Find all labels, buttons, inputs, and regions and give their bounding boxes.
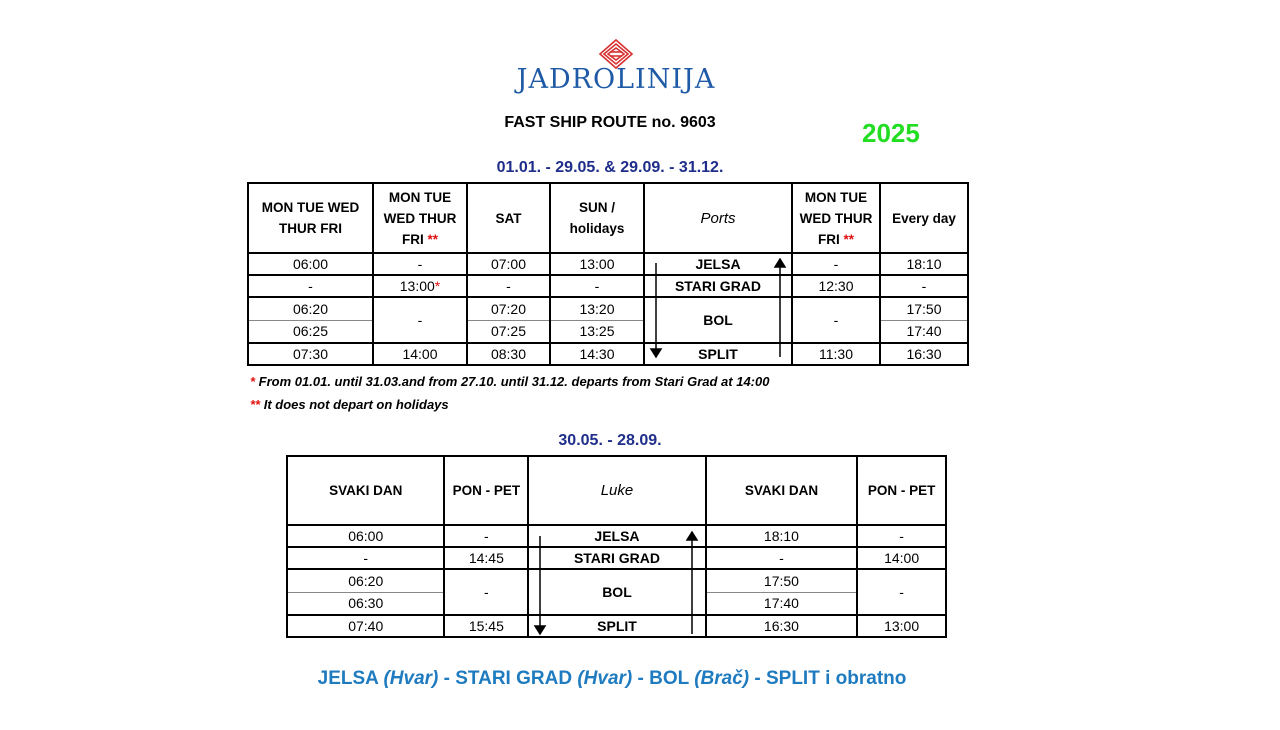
table-row xyxy=(287,615,946,637)
route-summary: JELSA (Hvar) - STARI GRAD (Hvar) - BOL (Brač) - SPLIT i obratno xyxy=(317,668,907,689)
table-row xyxy=(248,275,968,297)
time-cell: 07:40 xyxy=(287,615,444,637)
timetable-2 xyxy=(286,455,947,638)
time-cell: - xyxy=(287,547,444,569)
time-cell: 06:25 xyxy=(248,320,373,343)
time-cell: - xyxy=(373,253,467,275)
table-row xyxy=(287,569,946,592)
port-bol: BOL xyxy=(644,297,792,343)
jadrolinija-logo xyxy=(506,38,726,98)
header-pon-pet-return: PON - PET xyxy=(857,456,946,525)
time-cell: 16:30 xyxy=(880,343,968,365)
time-cell: 14:30 xyxy=(550,343,644,365)
header-ports: Ports xyxy=(644,183,792,253)
port-jelsa: JELSA xyxy=(528,525,705,547)
header-mon-fri: MON TUE WED THUR FRI xyxy=(248,183,373,253)
logo-text: JADROLINIJA xyxy=(516,64,716,95)
header-svaki-dan-return: SVAKI DAN xyxy=(706,456,858,525)
route-title: FAST SHIP ROUTE no. 9603 xyxy=(504,114,716,131)
port-stari-grad: STARI GRAD xyxy=(528,547,705,569)
time-cell: 14:45 xyxy=(444,547,528,569)
time-cell: 13:00* xyxy=(373,275,467,297)
time-cell: 17:40 xyxy=(706,592,858,615)
time-cell: - xyxy=(706,547,858,569)
time-cell: - xyxy=(792,253,880,275)
period-label-1: 01.01. - 29.05. & 29.09. - 31.12. xyxy=(496,159,724,176)
port-split: SPLIT xyxy=(644,343,792,365)
time-cell: 06:20 xyxy=(287,569,444,592)
time-cell: - xyxy=(857,525,946,547)
port-stari-grad: STARI GRAD xyxy=(644,275,792,297)
time-cell: 18:10 xyxy=(880,253,968,275)
time-cell: 11:30 xyxy=(792,343,880,365)
time-cell: 17:50 xyxy=(706,569,858,592)
time-cell: - xyxy=(857,569,946,615)
time-cell: 17:40 xyxy=(880,320,968,343)
time-cell: 06:20 xyxy=(248,297,373,320)
time-cell: 07:00 xyxy=(467,253,550,275)
table-header-row xyxy=(248,183,968,253)
time-cell: 13:20 xyxy=(550,297,644,320)
time-cell: 14:00 xyxy=(373,343,467,365)
time-cell: 08:30 xyxy=(467,343,550,365)
header-mon-fri-no-holidays: MON TUE WED THUR FRI ** xyxy=(373,183,467,253)
time-cell: 15:45 xyxy=(444,615,528,637)
time-cell: 07:20 xyxy=(467,297,550,320)
header-every-day: Every day xyxy=(880,183,968,253)
footnote-2: ** It does not depart on holidays xyxy=(250,397,449,412)
time-cell: - xyxy=(792,297,880,343)
time-cell: 12:30 xyxy=(792,275,880,297)
time-cell: - xyxy=(444,569,528,615)
table-row xyxy=(287,525,946,547)
time-cell: 14:00 xyxy=(857,547,946,569)
footnote-1: * From 01.01. until 31.03.and from 27.10. until 31.12. departs from Stari Grad at 14:00 xyxy=(250,374,770,389)
year-label: 2025 xyxy=(862,118,920,148)
time-cell: 13:00 xyxy=(857,615,946,637)
time-cell: 07:30 xyxy=(248,343,373,365)
time-cell: 13:25 xyxy=(550,320,644,343)
time-cell: 07:25 xyxy=(467,320,550,343)
header-pon-pet: PON - PET xyxy=(444,456,528,525)
header-luke: Luke xyxy=(528,456,705,525)
time-cell: 06:00 xyxy=(248,253,373,275)
period-label-2: 30.05. - 28.09. xyxy=(558,432,662,449)
table-header-row xyxy=(287,456,946,525)
table-row xyxy=(248,297,968,320)
time-cell: 18:10 xyxy=(706,525,858,547)
time-cell: 13:00 xyxy=(550,253,644,275)
timetable-1 xyxy=(247,182,969,366)
port-split: SPLIT xyxy=(528,615,705,637)
table-row xyxy=(248,253,968,275)
time-cell: - xyxy=(880,275,968,297)
time-cell: 17:50 xyxy=(880,297,968,320)
time-cell: 06:00 xyxy=(287,525,444,547)
table-row xyxy=(287,547,946,569)
time-cell: - xyxy=(550,275,644,297)
header-sun-holidays: SUN / holidays xyxy=(550,183,644,253)
time-cell: 16:30 xyxy=(706,615,858,637)
header-sat: SAT xyxy=(467,183,550,253)
header-svaki-dan: SVAKI DAN xyxy=(287,456,444,525)
time-cell: - xyxy=(373,297,467,343)
time-cell: - xyxy=(467,275,550,297)
port-jelsa: JELSA xyxy=(644,253,792,275)
port-bol: BOL xyxy=(528,569,705,615)
table-row xyxy=(248,343,968,365)
time-cell: - xyxy=(248,275,373,297)
time-cell: - xyxy=(444,525,528,547)
time-cell: 06:30 xyxy=(287,592,444,615)
header-mon-fri-return: MON TUE WED THUR FRI ** xyxy=(792,183,880,253)
